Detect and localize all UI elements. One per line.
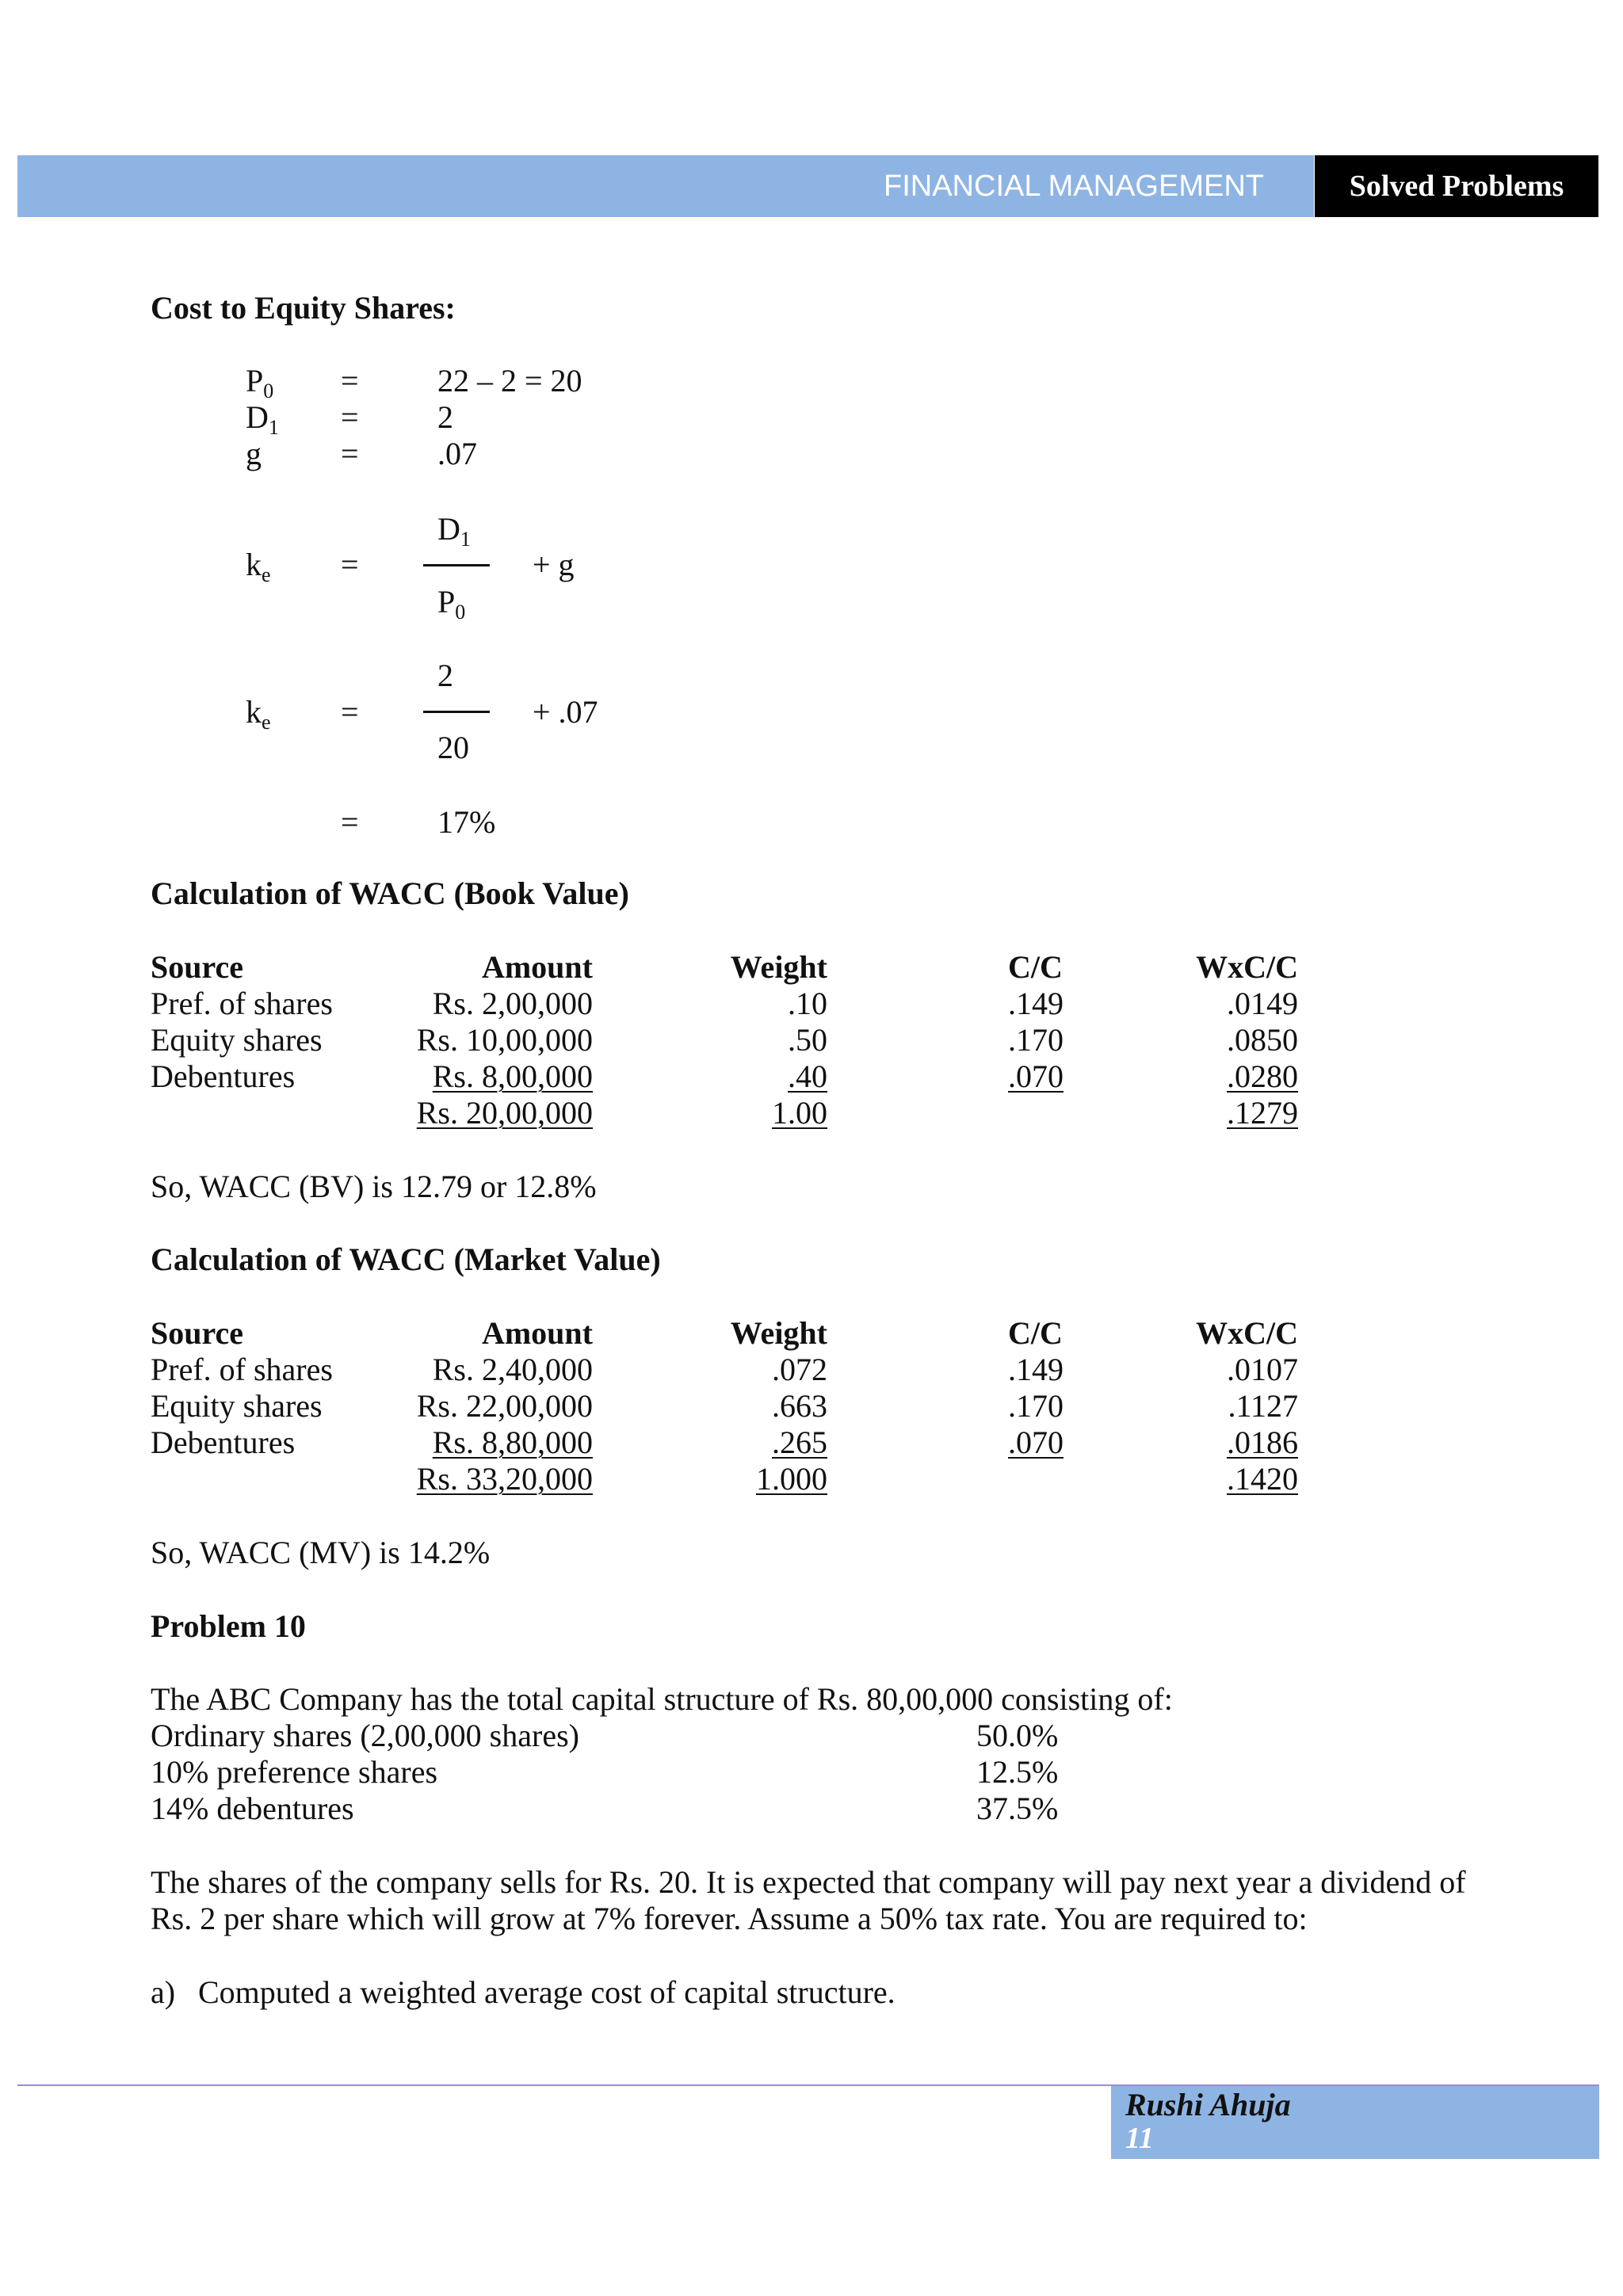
list-item-pct: 37.5% bbox=[976, 1791, 1059, 1826]
table-row-amount: Rs. 22,00,000 bbox=[416, 1388, 593, 1424]
table-row-weight: .265 bbox=[772, 1425, 827, 1460]
table-row-wcc: .0280 bbox=[1227, 1058, 1298, 1094]
sub-tail: + .07 bbox=[533, 694, 598, 730]
table-row-source: Equity shares bbox=[151, 1022, 323, 1058]
table-row-cc: .070 bbox=[1008, 1425, 1064, 1460]
total-amount: Rs. 33,20,000 bbox=[416, 1461, 593, 1497]
list-item-pct: 50.0% bbox=[976, 1718, 1059, 1753]
given-equals: = bbox=[341, 436, 359, 471]
table-row-weight: .663 bbox=[772, 1388, 827, 1424]
problem-paragraph-line: The shares of the company sells for Rs. 20. It is expected that company will pay next year a dividend of bbox=[151, 1864, 1466, 1900]
total-wcc: .1420 bbox=[1227, 1461, 1298, 1497]
list-item-label: Ordinary shares (2,00,000 shares) bbox=[151, 1718, 579, 1753]
total-weight: 1.00 bbox=[772, 1095, 827, 1131]
page-number: 11 bbox=[1125, 2122, 1154, 2155]
table-row-source: Pref. of shares bbox=[151, 1352, 333, 1387]
list-item-label: 10% preference shares bbox=[151, 1754, 438, 1790]
given-symbol: g bbox=[246, 436, 262, 471]
problem-heading: Problem 10 bbox=[151, 1608, 306, 1644]
mv-header-cc: C/C bbox=[1008, 1315, 1063, 1351]
problem-paragraph-line: Rs. 2 per share which will grow at 7% forever. Assume a 50% tax rate. You are required to: bbox=[151, 1901, 1308, 1936]
bv-header-wcc: WxC/C bbox=[1196, 949, 1298, 985]
given-value: 22 – 2 = 20 bbox=[437, 363, 582, 399]
table-row-cc: .070 bbox=[1008, 1058, 1064, 1094]
sub-numerator: 2 bbox=[437, 658, 453, 693]
formula-equals: = bbox=[341, 547, 359, 582]
given-value: 2 bbox=[437, 399, 453, 435]
table-row-weight: .072 bbox=[772, 1352, 827, 1387]
bv-conclusion: So, WACC (BV) is 12.79 or 12.8% bbox=[151, 1169, 597, 1204]
table-row-wcc: .1127 bbox=[1228, 1388, 1298, 1424]
header-section: Solved Problems bbox=[1349, 170, 1564, 203]
mv-header-source: Source bbox=[151, 1315, 244, 1351]
table-row-amount: Rs. 8,80,000 bbox=[432, 1425, 593, 1460]
mv-header-weight: Weight bbox=[730, 1315, 827, 1351]
table-row-cc: .149 bbox=[1008, 986, 1064, 1021]
total-wcc: .1279 bbox=[1227, 1095, 1298, 1131]
list-item-label: 14% debentures bbox=[151, 1791, 354, 1826]
table-row-wcc: .0107 bbox=[1227, 1352, 1298, 1387]
table-row-cc: .149 bbox=[1008, 1352, 1064, 1387]
table-row-source: Debentures bbox=[151, 1425, 296, 1460]
table-row-amount: Rs. 10,00,000 bbox=[416, 1022, 593, 1058]
task-text: Computed a weighted average cost of capital structure. bbox=[198, 1974, 896, 2010]
table-row-amount: Rs. 2,40,000 bbox=[432, 1352, 593, 1387]
formula-lhs: $k_e$ bbox=[246, 547, 271, 586]
table-row-wcc: .0186 bbox=[1227, 1425, 1298, 1460]
footer-box bbox=[1111, 2086, 1599, 2159]
equity-heading: Cost to Equity Shares: bbox=[151, 290, 456, 326]
header-section-box bbox=[1315, 155, 1598, 217]
sub-equals: = bbox=[341, 694, 359, 730]
bv-heading: Calculation of WACC (Book Value) bbox=[151, 875, 629, 911]
given-symbol: $P_0$ bbox=[246, 363, 274, 402]
sub-lhs: $k_e$ bbox=[246, 694, 271, 734]
mv-heading: Calculation of WACC (Market Value) bbox=[151, 1241, 661, 1277]
table-row-source: Pref. of shares bbox=[151, 986, 333, 1021]
formula-denominator: $P_0$ bbox=[437, 584, 466, 624]
bv-header-cc: C/C bbox=[1008, 949, 1063, 985]
table-row-cc: .170 bbox=[1008, 1388, 1064, 1424]
task-marker: a) bbox=[151, 1974, 176, 2010]
bv-header-amount: Amount bbox=[481, 949, 593, 985]
header-title: FINANCIAL MANAGEMENT bbox=[884, 170, 1264, 203]
total-amount: Rs. 20,00,000 bbox=[416, 1095, 593, 1131]
formula-tail: + g bbox=[533, 547, 575, 582]
result-equals: = bbox=[341, 804, 359, 840]
mv-header-amount: Amount bbox=[481, 1315, 593, 1351]
mv-header-wcc: WxC/C bbox=[1196, 1315, 1298, 1351]
total-weight: 1.000 bbox=[756, 1461, 827, 1497]
given-symbol: $D_1$ bbox=[246, 399, 279, 439]
fraction-bar bbox=[423, 564, 490, 566]
table-row-source: Equity shares bbox=[151, 1388, 323, 1424]
given-equals: = bbox=[341, 399, 359, 435]
table-row-weight: .40 bbox=[788, 1058, 827, 1094]
sub-denominator: 20 bbox=[437, 730, 469, 765]
fraction-bar bbox=[423, 711, 490, 713]
bv-header-source: Source bbox=[151, 949, 244, 985]
footer-author: Rushi Ahuja bbox=[1125, 2087, 1291, 2122]
mv-conclusion: So, WACC (MV) is 14.2% bbox=[151, 1535, 491, 1570]
table-row-amount: Rs. 8,00,000 bbox=[432, 1058, 593, 1094]
problem-intro: The ABC Company has the total capital structure of Rs. 80,00,000 consisting of: bbox=[151, 1681, 1173, 1717]
given-value: .07 bbox=[437, 436, 477, 471]
table-row-cc: .170 bbox=[1008, 1022, 1064, 1058]
table-row-source: Debentures bbox=[151, 1058, 296, 1094]
result-value: 17% bbox=[437, 804, 496, 840]
formula-numerator: $D_1$ bbox=[437, 511, 471, 551]
list-item-pct: 12.5% bbox=[976, 1754, 1059, 1790]
given-equals: = bbox=[341, 363, 359, 399]
table-row-amount: Rs. 2,00,000 bbox=[432, 986, 593, 1021]
table-row-weight: .50 bbox=[788, 1022, 827, 1058]
table-row-wcc: .0850 bbox=[1227, 1022, 1298, 1058]
bv-header-weight: Weight bbox=[730, 949, 827, 985]
table-row-weight: .10 bbox=[788, 986, 827, 1021]
table-row-wcc: .0149 bbox=[1227, 986, 1298, 1021]
